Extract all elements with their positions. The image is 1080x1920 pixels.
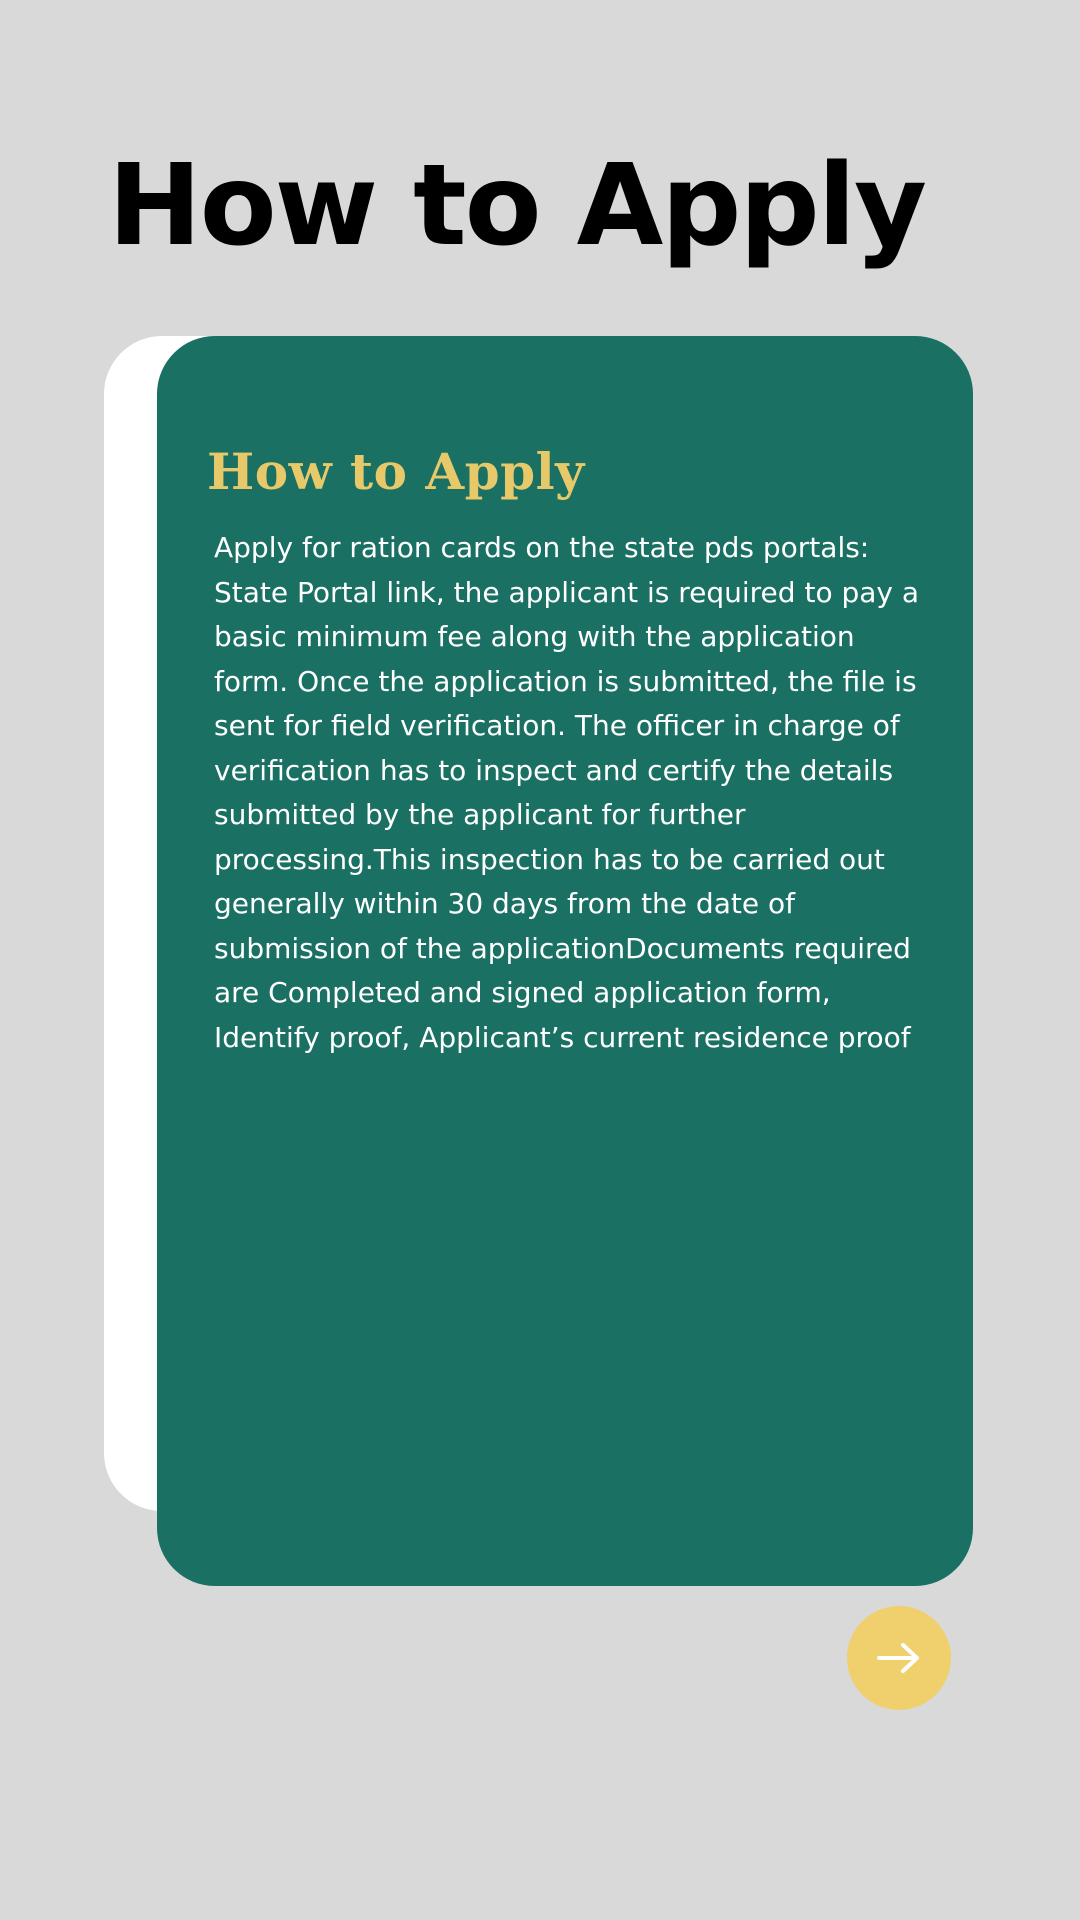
info-card: [157, 336, 973, 1586]
page-title: How to Apply: [108, 141, 926, 271]
arrow-right-icon: [876, 1641, 922, 1675]
next-button[interactable]: [847, 1606, 951, 1710]
card-title: How to Apply: [207, 442, 585, 501]
card-body: Apply for ration cards on the state pds portals: State Portal link, the applicant is required to pay a basic minimum fee along with the application form. Once the application is submitted, the file is sent for field verification. The officer in charge of verification has to inspect and certify the details submitted by the applicant for further processing.This inspection has to be carried out generally within 30 days from the date of submission of the applicationDocuments required are Completed and signed application form, Identify proof, Applicant’s current residence proof: [214, 531, 920, 1054]
